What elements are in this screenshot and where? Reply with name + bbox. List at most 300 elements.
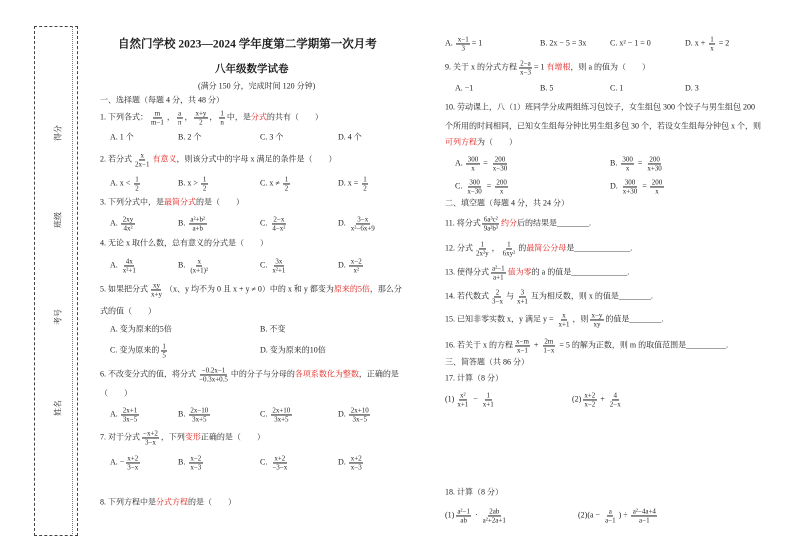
text: A. x < [110, 178, 133, 188]
fraction-denominator: 2−x [609, 400, 621, 409]
fraction-numerator: 2xy [122, 215, 134, 224]
text: 14. 若代数式 [445, 291, 489, 301]
text: (a − [587, 510, 603, 520]
fraction-denominator: xy [593, 320, 601, 329]
text: B. 不变 [260, 324, 286, 334]
question-9-option-c [610, 85, 623, 94]
question-7-option-d [338, 454, 365, 471]
text: B. 5 [540, 83, 554, 93]
fraction [271, 454, 289, 471]
text: D. [610, 181, 620, 191]
fraction-numerator: 1 [710, 35, 714, 44]
highlighted-keyword: 最简公分母 [526, 243, 567, 253]
fraction-denominator: x²+1 [122, 266, 136, 275]
text: 6. 不改变分式的值，将分式 [100, 369, 196, 379]
fraction-denominator: x−3 [190, 463, 202, 472]
text: ，则该分式中的字母 x 满足的条件是（ ） [176, 154, 337, 164]
text: 的共有（ ） [266, 112, 323, 122]
text: 的 a 的值是______________. [531, 267, 630, 277]
fraction [621, 155, 635, 172]
text: 11. 将分式 [445, 218, 481, 228]
text: 的是（ ） [188, 497, 236, 507]
highlighted-keyword: 最简分式 [164, 197, 196, 207]
fraction [189, 454, 203, 471]
exam-number-label: 考号 [53, 309, 63, 325]
fraction-numerator: a²−1 [457, 507, 470, 516]
text: C. 变为原来的 [110, 345, 160, 355]
question-10-option-d [610, 178, 665, 195]
text: ， [491, 243, 500, 253]
text: B. 2x − 5 = 3x [540, 38, 587, 48]
fraction-numerator: 1 [202, 175, 207, 184]
question-2-option-b [178, 175, 209, 192]
highlighted-keyword: 变形 [184, 432, 201, 442]
question-18-stem [445, 489, 503, 498]
text: 的 [518, 243, 527, 253]
text: 2. 若分式 [100, 154, 132, 164]
fraction-numerator: a²−1 [492, 264, 505, 273]
fraction [456, 391, 470, 408]
text: 互为相反数，则 x 的值是________. [530, 291, 653, 301]
fraction [583, 391, 597, 408]
fraction [557, 311, 571, 328]
fraction [362, 175, 369, 192]
text: ，则 a 的值为（ ） [570, 62, 651, 72]
text: 与 [505, 291, 514, 301]
score-label: 得分 [53, 125, 63, 141]
fraction-denominator: x² [353, 266, 360, 275]
question-9-option-d [685, 85, 699, 94]
fraction [495, 178, 509, 195]
fraction-numerator: x+2 [127, 454, 139, 463]
fraction [189, 406, 210, 423]
question-9-option-b [540, 85, 553, 94]
fraction-denominator: 2x−1 [135, 160, 150, 169]
fraction [501, 240, 517, 257]
fraction-numerator: 3 [520, 288, 525, 297]
fraction-denominator: 2 [284, 184, 289, 193]
question-5-option-d [260, 347, 326, 356]
highlighted-keyword: 值为零 [507, 267, 532, 277]
question-7-option-a [110, 454, 141, 471]
fraction-denominator: x+1 [516, 297, 528, 306]
fraction [456, 35, 470, 52]
fraction-denominator: 6xy² [502, 249, 516, 258]
fraction-denominator: x+30 [647, 164, 662, 173]
fraction [590, 311, 604, 328]
section-choice-heading: 一、选择题（每题 4 分，共 48 分） [100, 95, 224, 105]
fraction [608, 391, 622, 408]
fraction-numerator: a [178, 109, 182, 118]
fraction [219, 109, 226, 126]
fraction [646, 155, 663, 172]
fraction [650, 178, 664, 195]
fraction-numerator: x−2 [190, 454, 202, 463]
fraction-denominator: 4−x² [272, 224, 286, 233]
fraction-denominator: 3x−5 [352, 415, 367, 424]
fraction [491, 288, 505, 305]
text: ， [184, 112, 193, 122]
question-12-stem [445, 240, 632, 257]
fraction-numerator: 3−x [357, 215, 369, 224]
fraction-denominator: x+30 [622, 187, 638, 196]
text: = [481, 158, 490, 168]
text: 中，是 [226, 112, 251, 122]
fraction-numerator: x−2 [350, 257, 362, 266]
fraction [161, 342, 168, 359]
fraction-numerator: a²+b² [190, 215, 206, 224]
fraction [349, 215, 376, 232]
fraction-numerator: 1 [135, 175, 139, 184]
fraction-denominator: 3−x [127, 463, 139, 472]
text: A. − [110, 457, 125, 467]
text: B. [610, 158, 620, 168]
text: ，那么分 [369, 284, 402, 294]
question-7-option-b [178, 454, 204, 471]
fraction [189, 215, 207, 232]
question-3-option-a [110, 215, 136, 232]
fraction [491, 155, 508, 172]
fraction [121, 257, 137, 274]
text: D. x + [685, 38, 708, 48]
text: D. x = [338, 178, 361, 188]
text: 12. 分式 [445, 243, 473, 253]
question-6-stem [100, 366, 399, 383]
fraction-numerator: x−y [591, 311, 603, 320]
fraction [631, 507, 657, 524]
fraction-numerator: 300 [467, 155, 479, 164]
text: 正确的是（ ） [200, 432, 265, 442]
fraction-denominator: 2 [135, 184, 139, 193]
highlighted-keyword: 分式方程 [156, 497, 188, 507]
text: = 5 的解为正数，则 m 的取值范围是__________. [557, 340, 729, 350]
fraction [198, 366, 230, 383]
fraction-numerator: x+2 [274, 454, 286, 463]
text: C. 3 个 [260, 132, 284, 142]
text: 3. 下列分式中，是 [100, 197, 164, 207]
fraction-denominator: 1−x [543, 346, 555, 355]
text: C. [260, 260, 270, 270]
fraction-denominator: π [177, 118, 182, 127]
question-8-option-d [685, 35, 729, 52]
question-17-part-1 [445, 391, 497, 408]
question-4-option-d [338, 257, 365, 274]
fraction-denominator: x [471, 164, 475, 173]
fraction-numerator: 200 [651, 178, 663, 187]
question-7-stem [100, 429, 265, 446]
fraction-numerator: 1 [486, 391, 491, 400]
fraction-numerator: a [608, 507, 612, 516]
question-17-part-2 [572, 391, 624, 408]
question-13-stem [445, 264, 629, 281]
question-4-option-b [178, 257, 211, 274]
question-4-option-c [260, 257, 288, 274]
fraction-numerator: x+2 [350, 454, 362, 463]
text: ，则 [572, 314, 589, 324]
question-8-option-a [445, 35, 482, 52]
fraction [709, 35, 716, 52]
question-10-stem [445, 104, 755, 113]
fraction-denominator: 3−x [144, 438, 156, 447]
question-17-stem [445, 375, 503, 384]
question-8-option-b [540, 40, 586, 49]
highlighted-keyword: 可列方程 [445, 137, 477, 147]
fraction-numerator: 2x−10 [190, 406, 209, 415]
fraction [121, 215, 135, 232]
question-4-option-a [110, 257, 139, 274]
fraction-denominator: 3 [461, 44, 465, 53]
text: C. [260, 409, 270, 419]
fraction [189, 257, 210, 274]
question-10-option-b [610, 155, 665, 172]
text: = [635, 158, 645, 168]
fraction [466, 178, 483, 195]
text: （x、y 均不为 0 且 x + y ≠ 0）中的 x 和 y 都变为 [164, 284, 334, 294]
text: B. [178, 457, 188, 467]
question-16-stem [445, 337, 728, 354]
highlighted-keyword: 有意义 [152, 154, 177, 164]
section-answer-heading: 三、简答题（共 86 分） [445, 357, 529, 367]
question-8-stem [100, 499, 236, 508]
question-10-stem-line-3 [445, 139, 517, 148]
fraction-numerator: 2−x [273, 215, 285, 224]
text: · [472, 510, 480, 520]
text: 的是（ ） [196, 197, 244, 207]
fraction-numerator: 4x [125, 257, 133, 266]
fraction-numerator: xy [152, 281, 160, 290]
fraction-numerator: 6a³c² [483, 215, 498, 224]
fraction-numerator: 4 [613, 391, 618, 400]
fraction-numerator: −0.2x−1 [201, 366, 226, 375]
question-10-option-a [455, 155, 510, 172]
question-5-stem [100, 281, 402, 298]
text: + [531, 340, 541, 350]
fraction [349, 454, 363, 471]
fraction [519, 59, 533, 76]
fraction-denominator: 3x+5 [274, 415, 289, 424]
fraction-denominator: x+1 [457, 400, 469, 409]
exam-title: 自然门学校 2023—2024 学年度第二学期第一次月考 [118, 38, 377, 51]
fraction-numerator: 1 [220, 109, 224, 118]
text: 17. 计算（8 分） [445, 373, 503, 383]
fraction-denominator: a+1 [493, 273, 504, 282]
fraction [201, 175, 208, 192]
highlighted-keyword: 约分 [501, 218, 518, 228]
question-5-stem-continued [100, 308, 156, 317]
question-10-option-c [455, 178, 510, 195]
fraction-numerator: 1 [284, 175, 289, 184]
question-5-option-b [260, 326, 285, 335]
fraction [604, 507, 618, 524]
question-6-option-a [110, 406, 140, 423]
text: 式的值（ ） [100, 306, 156, 316]
fraction [271, 406, 292, 423]
fraction [475, 240, 491, 257]
text: ，下列 [160, 432, 185, 442]
text: − [471, 394, 480, 404]
fraction-numerator: 2x+1 [122, 406, 138, 415]
fraction-numerator: m [154, 109, 161, 118]
fraction-denominator: x+1 [482, 400, 494, 409]
fraction-denominator: 5 [162, 351, 166, 360]
question-1-option-d [338, 134, 362, 143]
highlighted-keyword: 原来的5倍 [333, 284, 370, 294]
text: A. 变为原来的5倍 [110, 324, 172, 334]
question-6-option-d [338, 406, 372, 423]
question-6-stem-continued [100, 390, 132, 399]
question-9-stem [445, 59, 650, 76]
text: B. [178, 409, 188, 419]
text: 15. 已知非零实数 x，y 满足 y = [445, 314, 556, 324]
text: ， [209, 112, 218, 122]
fraction-denominator: ab [460, 516, 467, 525]
fraction [142, 429, 160, 446]
fraction-numerator: x [562, 311, 566, 320]
fraction-numerator: 200 [496, 178, 507, 187]
text: D. 变为原来的10倍 [260, 345, 326, 355]
fraction-denominator: x−1 [516, 346, 528, 355]
fraction-denominator: 3−x [492, 297, 503, 306]
question-1-option-c [260, 134, 283, 143]
fraction-denominator: a−1 [605, 516, 616, 525]
question-1-option-b [178, 134, 201, 143]
fraction-numerator: x² [460, 391, 466, 400]
question-6-option-c [260, 406, 293, 423]
fraction-denominator: (x+1)² [190, 266, 209, 275]
fraction-numerator: 1 [363, 175, 367, 184]
text: (2) [578, 510, 588, 520]
fraction-denominator: x−30 [467, 187, 482, 196]
question-6-option-b [178, 406, 211, 423]
text: 的值是________. [605, 314, 664, 324]
fraction-numerator: 300 [469, 178, 480, 187]
text: （ ） [100, 388, 132, 398]
fraction-numerator: 2x+10 [350, 406, 369, 415]
question-3-option-b [178, 215, 208, 232]
fraction-denominator: x−3 [520, 68, 531, 77]
text: D. 4 个 [338, 132, 362, 142]
fraction-numerator: 2ab [489, 507, 500, 516]
fraction-numerator: 200 [649, 155, 660, 164]
seal-line [72, 26, 73, 536]
fraction-numerator: x [140, 151, 144, 160]
text: 18. 计算（8 分） [445, 487, 503, 497]
fraction-denominator: a²+2a+1 [482, 516, 506, 525]
text: = 2 [716, 38, 730, 48]
fraction-denominator: 4x² [123, 224, 133, 233]
fraction-denominator: x−3 [350, 463, 362, 472]
highlighted-keyword: 有增根 [546, 62, 571, 72]
fraction [121, 406, 138, 423]
class-label: 班级 [53, 212, 63, 228]
question-14-stem [445, 288, 653, 305]
fraction-denominator: x [499, 187, 504, 196]
fraction [542, 337, 556, 354]
text: (1) [445, 394, 455, 404]
text: C. x ≠ [260, 178, 282, 188]
text: 8. 下列方程中是 [100, 497, 156, 507]
fraction-numerator: x−1 [457, 35, 469, 44]
text: C. 1 [610, 83, 624, 93]
fraction-denominator: x [625, 164, 630, 173]
fraction-numerator: 1 [162, 342, 166, 351]
text: D. [338, 409, 348, 419]
text: A. 1 个 [110, 132, 134, 142]
text: B. [178, 218, 188, 228]
text: D. [338, 457, 348, 467]
fraction [481, 507, 507, 524]
text: D. 3 [685, 83, 699, 93]
fraction-denominator: x [655, 187, 659, 196]
question-2-option-a [110, 175, 142, 192]
fraction [134, 151, 151, 168]
text: 是______________. [566, 243, 633, 253]
fraction-denominator: x−30 [492, 164, 508, 173]
fraction-denominator: x²−6x+9 [350, 224, 375, 233]
fraction-denominator: a−1 [639, 516, 650, 525]
fraction-numerator: 2m [544, 337, 554, 346]
fraction-denominator: 2 [363, 184, 367, 193]
fraction-numerator: 300 [622, 155, 633, 164]
fraction-numerator: 2−a [520, 59, 531, 68]
section-fill-heading: 二、填空题（每题 4 分，共 24 分） [445, 198, 569, 208]
fraction-denominator: 9a²b³ [483, 224, 499, 233]
fraction [466, 155, 480, 172]
fraction-denominator: −3−x [272, 463, 288, 472]
text: C. [455, 181, 465, 191]
fraction-numerator: 300 [624, 178, 636, 187]
question-1-stem [100, 109, 323, 126]
exam-subtitle: 八年级数学试卷 [215, 64, 289, 76]
text: A. [110, 409, 120, 419]
fraction [134, 175, 141, 192]
text: ，正确的是 [358, 369, 399, 379]
text: 9. 关于 x 的分式方程 [445, 62, 517, 72]
text: B. x > [178, 178, 200, 188]
text: A. [455, 158, 465, 168]
text: D. [338, 218, 348, 228]
text: C. [260, 457, 270, 467]
fraction-numerator: 3x [275, 257, 283, 266]
fraction-denominator: x [710, 44, 714, 53]
fraction [150, 109, 166, 126]
name-label: 姓名 [53, 400, 63, 416]
text: 后的结果是________. [517, 218, 592, 228]
fraction-numerator: 1 [507, 240, 511, 249]
question-1-option-a [110, 134, 134, 143]
fraction-denominator: 3x+5 [192, 415, 207, 424]
fraction [150, 281, 164, 298]
text: ) ÷ [618, 510, 630, 520]
text: = 1 [471, 38, 483, 48]
fraction [621, 178, 638, 195]
fraction [283, 175, 290, 192]
question-7-option-c [260, 454, 290, 471]
fraction-denominator: a+b [192, 224, 203, 233]
text: = [484, 181, 494, 191]
fraction-denominator: m−1 [151, 118, 164, 127]
question-3-option-c [260, 215, 288, 232]
question-3-option-d [338, 215, 378, 232]
text: D. [338, 260, 348, 270]
text: 中的分子与分母的 [230, 369, 295, 379]
fraction-denominator: x²+1 [272, 266, 286, 275]
text: (2) [572, 394, 582, 404]
question-9-option-a [455, 85, 473, 94]
fraction-numerator: x+2 [584, 391, 596, 400]
fraction-numerator: a²−4a+4 [632, 507, 656, 516]
fraction-numerator: 2 [495, 288, 500, 297]
